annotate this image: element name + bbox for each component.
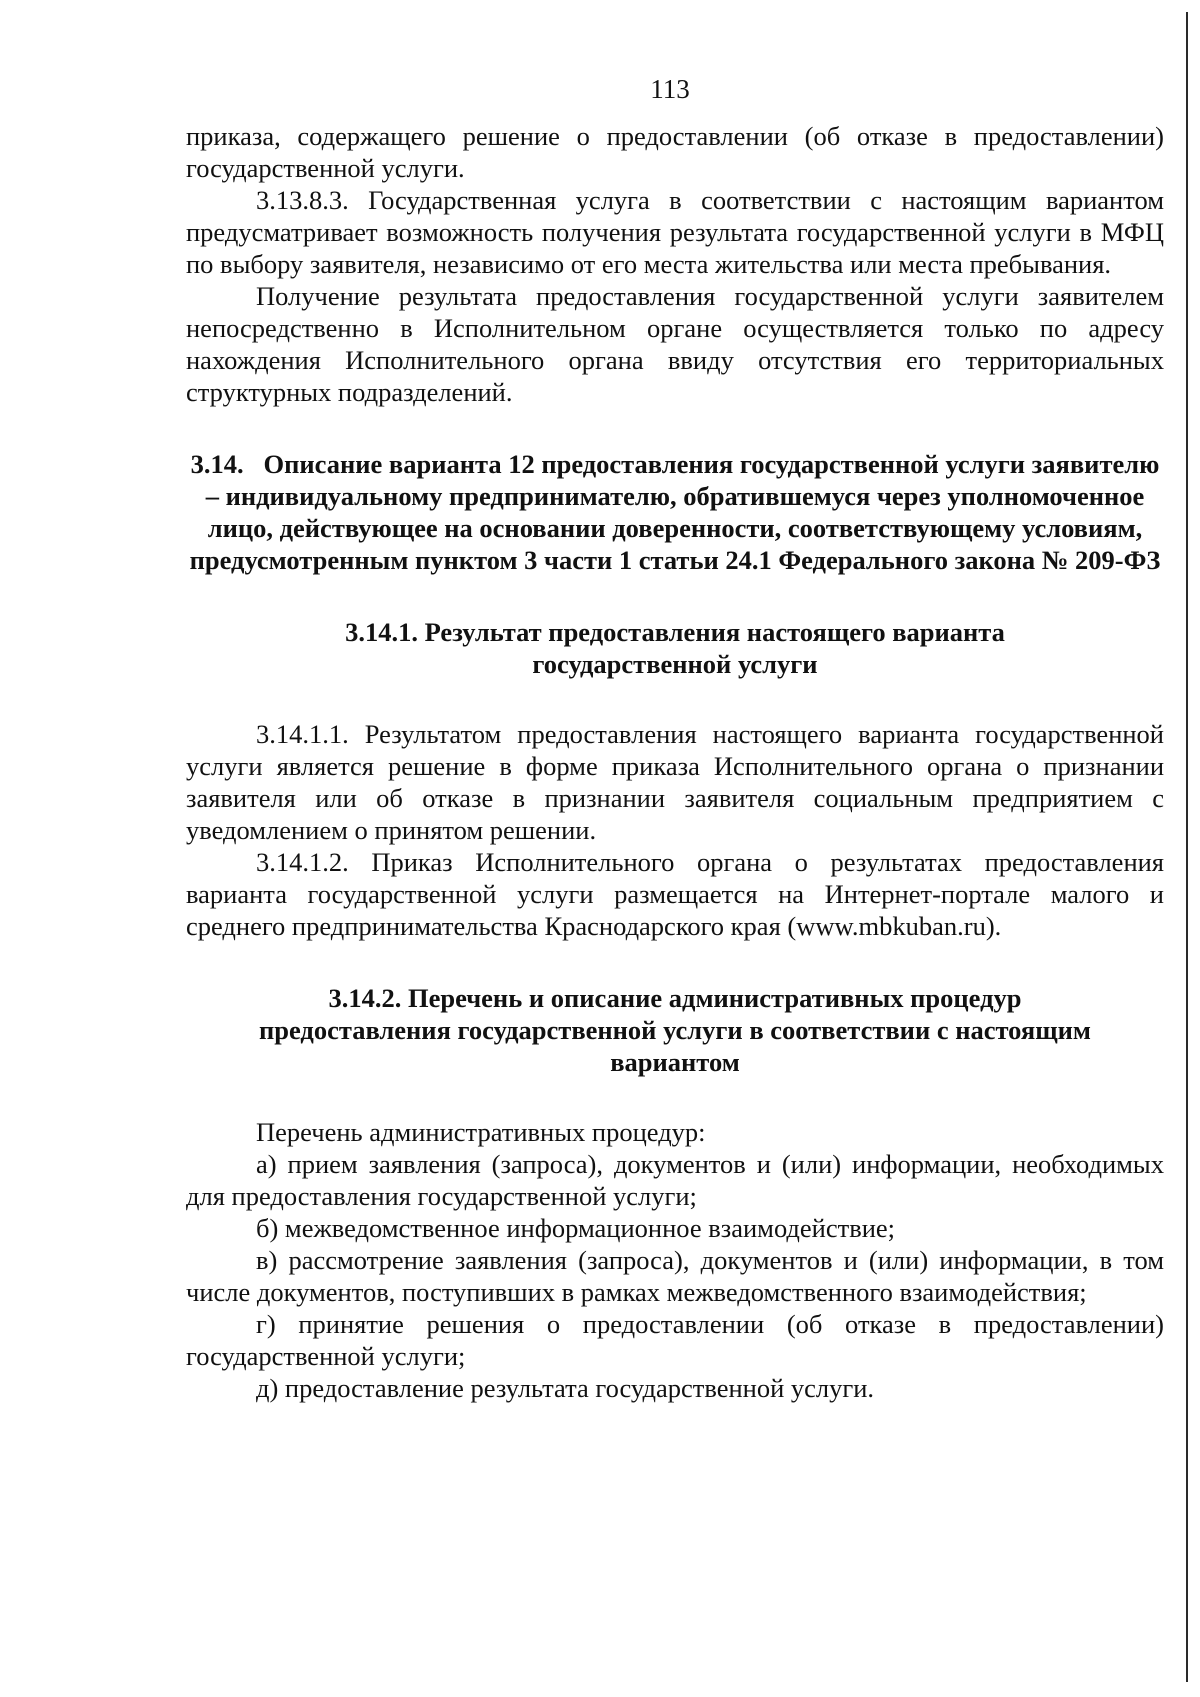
section-3-14-heading-block bbox=[186, 448, 1164, 576]
paragraph-continuation: приказа, содержащего решение о предоставлении (об отказе в предоставлении) государственной услуги. bbox=[186, 121, 1164, 183]
paragraph-result-receipt: Получение результата предоставления государственной услуги заявителем непосредственно в Исполнительном органе осуществляется только по адресу нахождения Исполнительного органа ввиду отсутствия его территориальных структурных подразделений. bbox=[186, 281, 1164, 407]
procedure-item-b: б) межведомственное информационное взаимодействие; bbox=[256, 1213, 896, 1243]
section-3-14-2-heading-block bbox=[186, 982, 1164, 1078]
section-3-14-1-title: 3.14.1. Результат предоставления настоящего варианта государственной услуги bbox=[345, 617, 1005, 679]
paragraph-3-13-8-3: 3.13.8.3. Государственная услуга в соответствии с настоящим вариантом предусматривает возможность получения результата государственной услуги в МФЦ по выбору заявителя, независимо от его места жительства или места пребывания. bbox=[186, 185, 1164, 279]
document-body bbox=[186, 120, 1164, 1404]
procedure-item-v: в) рассмотрение заявления (запроса), документов и (или) информации, в том числе документов, поступивших в рамках межведомственного взаимодействия; bbox=[186, 1245, 1164, 1307]
section-3-14-title: 3.14. Описание варианта 12 предоставления государственной услуги заявителю – индивидуальному предпринимателю, обратившемуся через уполномоченное лицо, действующее на основании доверенности, соответствующему условиям, предусмотренным пунктом 3 части 1 статьи 24.1 Федерального закона № 209-ФЗ bbox=[189, 449, 1166, 575]
section-3-14-1-heading-block bbox=[186, 616, 1164, 680]
procedures-intro: Перечень административных процедур: bbox=[256, 1117, 706, 1147]
procedure-item-d: д) предоставление результата государственной услуги. bbox=[256, 1373, 875, 1403]
section-3-14-2-title: 3.14.2. Перечень и описание административных процедур предоставления государственной услуги в соответствии с настоящим вариантом bbox=[259, 983, 1091, 1077]
paragraph-3-14-1-1: 3.14.1.1. Результатом предоставления настоящего варианта государственной услуги является решение в форме приказа Исполнительного органа о признании заявителя или об отказе в признании заявителя социальным предприятием с уведомлением о принятом решении. bbox=[186, 719, 1164, 845]
paragraph-3-14-1-2: 3.14.1.2. Приказ Исполнительного органа о результатах предоставления варианта государственной услуги размещается на Интернет-портале малого и среднего предпринимательства Краснодарского края (www.mbkuban.ru). bbox=[186, 847, 1164, 941]
page-edge-line bbox=[1186, 12, 1188, 1682]
procedure-item-g: г) принятие решения о предоставлении (об отказе в предоставлении) государственной услуги; bbox=[186, 1309, 1164, 1371]
page-number: 113 bbox=[650, 74, 690, 104]
procedure-item-a: а) прием заявления (запроса), документов и (или) информации, необходимых для предоставления государственной услуги; bbox=[186, 1149, 1164, 1211]
